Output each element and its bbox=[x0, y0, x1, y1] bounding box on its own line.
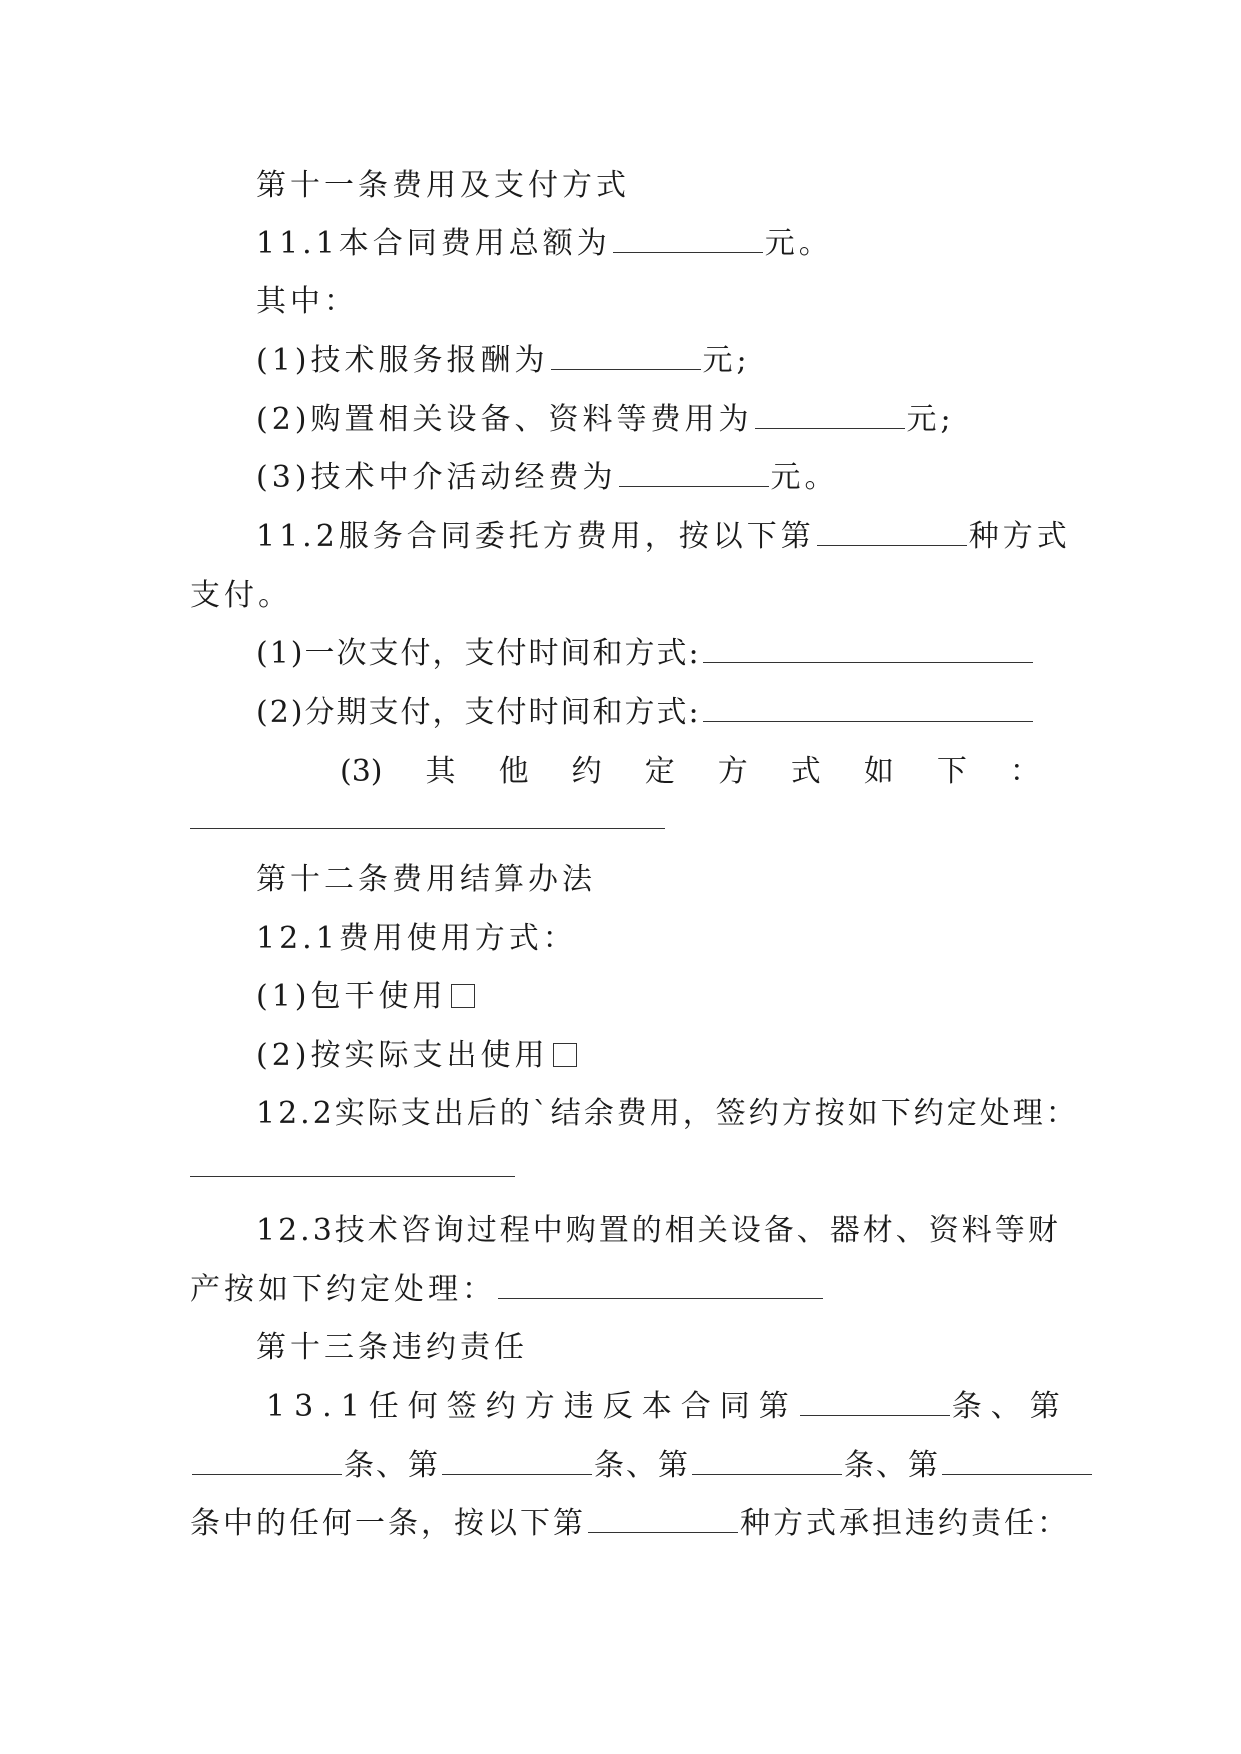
clause-text: (1)一次支付，支付时间和方式: bbox=[256, 636, 701, 671]
liability-method-blank bbox=[588, 1506, 738, 1533]
actual-expense-checkbox[interactable] bbox=[553, 1043, 577, 1067]
clause-12-1 bbox=[256, 919, 577, 959]
lump-sum-checkbox[interactable] bbox=[451, 984, 475, 1008]
article-13-heading bbox=[256, 1328, 528, 1368]
clause-text: 其 bbox=[425, 754, 456, 789]
property-handling-blank bbox=[498, 1272, 823, 1299]
article-number-blank bbox=[942, 1448, 1092, 1475]
clause-11-2 bbox=[256, 517, 1071, 557]
clause-text: (3)技术中介活动经费为 bbox=[256, 460, 617, 495]
clause-13-1-cont2 bbox=[190, 1504, 1070, 1544]
clause-text: ： bbox=[1009, 754, 1040, 789]
clause-text: (2)分期支付，支付时间和方式: bbox=[256, 695, 701, 730]
clause-text: (1)包干使用 bbox=[256, 979, 447, 1014]
clause-text: 条、第 bbox=[344, 1448, 440, 1483]
clause-text: 下 bbox=[936, 754, 967, 789]
article-number-blank bbox=[192, 1448, 342, 1475]
payment-option-3 bbox=[340, 752, 1040, 792]
clause-text: 元。 bbox=[770, 460, 839, 495]
equipment-fee-blank bbox=[755, 402, 905, 429]
clause-text: 种方式承担违约责任： bbox=[740, 1506, 1070, 1541]
clause-text: 条中的任何一条，按以下第 bbox=[190, 1506, 586, 1541]
clause-text: 方 bbox=[717, 754, 748, 789]
clause-text: 条、第 bbox=[844, 1448, 940, 1483]
other-payment-blank bbox=[190, 828, 665, 829]
clause-text: 12.2实际支出后的`结余费用，签约方按如下约定处理： bbox=[256, 1096, 1079, 1131]
item-service-fee bbox=[256, 341, 751, 381]
clause-text: 元; bbox=[702, 343, 751, 378]
clause-text: 定 bbox=[644, 754, 675, 789]
clause-text: 他 bbox=[498, 754, 529, 789]
payment-method-blank bbox=[817, 519, 967, 546]
payment-option-1 bbox=[256, 634, 1035, 674]
option-lump-sum bbox=[256, 977, 475, 1017]
clause-text: 种方式 bbox=[968, 519, 1071, 554]
clause-text: 11.2服务合同委托方费用，按以下第 bbox=[256, 519, 815, 554]
single-payment-blank bbox=[703, 636, 1033, 663]
clause-13-1-cont bbox=[190, 1446, 1094, 1486]
clause-11-1 bbox=[256, 224, 833, 264]
clause-text: 13.1任何签约方违反本合同第 bbox=[266, 1389, 798, 1424]
clause-12-3 bbox=[256, 1211, 1061, 1251]
clause-text: 条、第 bbox=[951, 1389, 1069, 1424]
clause-text: 元。 bbox=[764, 226, 833, 261]
option-actual-expense bbox=[256, 1036, 577, 1076]
clause-12-3-cont bbox=[190, 1270, 825, 1310]
clause-text: 12.1费用使用方式： bbox=[256, 921, 577, 956]
clause-text: 如 bbox=[863, 754, 894, 789]
clause-text: (3) bbox=[340, 754, 383, 789]
heading-text: 第十一条费用及支付方式 bbox=[256, 168, 630, 203]
clause-text: (2)购置相关设备、资料等费用为 bbox=[256, 402, 753, 437]
intermediary-fee-blank bbox=[619, 460, 769, 487]
item-equipment-fee bbox=[256, 400, 955, 440]
clause-text: 约 bbox=[571, 754, 602, 789]
clause-12-2 bbox=[256, 1094, 1079, 1134]
clause-text: 其中： bbox=[256, 284, 358, 319]
article-number-blank bbox=[692, 1448, 842, 1475]
service-fee-blank bbox=[551, 343, 701, 370]
clause-text: 11.1本合同费用总额为 bbox=[256, 226, 611, 261]
article-11-heading bbox=[256, 166, 630, 206]
article-number-blank bbox=[442, 1448, 592, 1475]
clause-text: 式 bbox=[790, 754, 821, 789]
clause-text: 条、第 bbox=[594, 1448, 690, 1483]
clause-text: (2)按实际支出使用 bbox=[256, 1038, 549, 1073]
article-number-blank bbox=[800, 1389, 950, 1416]
article-12-heading bbox=[256, 860, 596, 900]
clause-text: 12.3技术咨询过程中购置的相关设备、器材、资料等财 bbox=[256, 1213, 1061, 1248]
heading-text: 第十二条费用结算办法 bbox=[256, 862, 596, 897]
installment-payment-blank bbox=[703, 695, 1033, 722]
heading-text: 第十三条违约责任 bbox=[256, 1330, 528, 1365]
surplus-handling-blank bbox=[190, 1176, 515, 1177]
clause-11-2-cont bbox=[190, 576, 292, 616]
clause-text: (1)技术服务报酬为 bbox=[256, 343, 549, 378]
payment-option-2 bbox=[256, 693, 1035, 733]
among-line bbox=[256, 282, 358, 322]
clause-text: 产按如下约定处理： bbox=[190, 1272, 496, 1307]
item-intermediary-fee bbox=[256, 458, 839, 498]
clause-text: 支付。 bbox=[190, 578, 292, 613]
total-fee-blank bbox=[613, 226, 763, 253]
clause-13-1 bbox=[266, 1387, 1069, 1427]
clause-text: 元; bbox=[906, 402, 955, 437]
